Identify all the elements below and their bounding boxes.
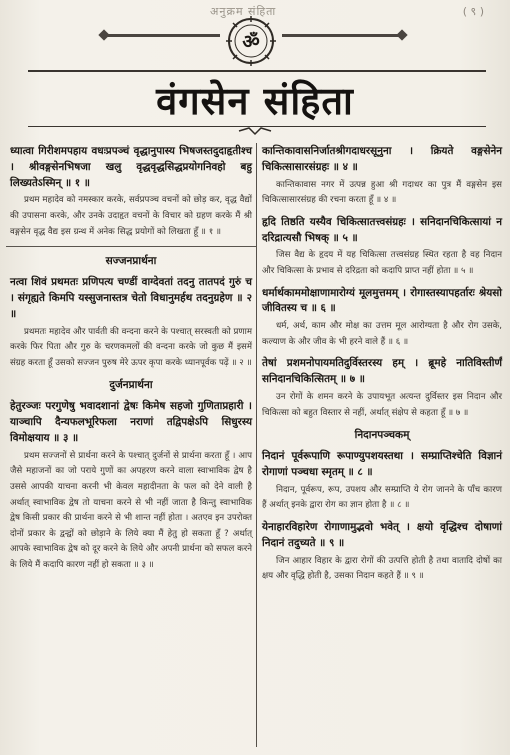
section-heading-sajjan: सज्जनप्रार्थना bbox=[105, 255, 157, 268]
om-glyph: ॐ bbox=[242, 31, 260, 53]
title-rule-top bbox=[28, 70, 486, 72]
commentary-8: निदान, पूर्वरूप, रूप, उपशय और सम्प्राप्ति ये रोग जानने के पाँच कारण हैं अर्थात् इनके द्वारा रोग का ज्ञान होता है ॥ ८ ॥ bbox=[262, 484, 502, 511]
section-heading-nidan: निदानपञ्चकम् bbox=[354, 429, 410, 442]
commentary-2: प्रथमतः महादेव और पार्वती की वन्दना करने के पश्चात् सरस्वती को प्रणाम करके फिर पिता और गुरु के चरणकमलों की वन्दना करके जो कुछ मैं इसमें संग्रह करता हूँ उसको सज्जन पुरुष मेरे ऊपर कृपा करके ध्यानपूर्वक पढ़ें ॥ २ ॥ bbox=[10, 326, 252, 368]
verse-6: धर्मार्थकाममोक्षाणामारोग्यं मूलमुत्तमम् । रोगास्तस्यापहर्तारः श्रेयसो जीवितस्य च ॥ ६ ॥ bbox=[262, 286, 502, 315]
commentary-9: जिन आहार विहार के द्वारा रोगों की उत्पत्ति होती है तथा वातादि दोषों का क्षय और वृद्धि होती है, उसका निदान कहते हैं ॥ ९ ॥ bbox=[262, 555, 502, 582]
page-title: वंगसेन संहिता bbox=[156, 78, 354, 123]
verse-1: ध्यात्वा गिरीशमपहाय वधःप्रपञ्चं वृद्धानुपास्य भिषजस्तदुदाहृतीश्च । श्रीवङ्गसेनभिषजा खलु वृद्धवृद्धसिद्धप्रयोगनिवहो बहु लिख्यतेऽस्मिन् ॥ १ ॥ bbox=[10, 145, 252, 189]
commentary-3: प्रथम सज्जनों से प्रार्थना करने के पश्चात् दुर्जनों से प्रार्थना करता हूँ । आप जैसे महाजनों का जो पराये गुणों का अपहरण करने वाला स्वाभाविक द्वेष है उससे आपकी याचना करनी भी केवल महादीनता के फल को देने वाली है अर्थात् स्वाभाविक द्वेष तो याचना करने से भी नहीं जाता है किन्तु स्वाभाविक द्वेष किसी प्रकार की प्रार्थना करने से भी शान्त नहीं होता । अतएव इन उपरोक्त दोनों प्रकार के द्वन्द्वों को छोड़ाने के लिये क्या मैं हेतु हो सकता हूँ ? अर्थात् आपके स्वाभाविक द्वेष को दूर करने के लिये और अपनी प्रार्थना को सफल करने के लिये मैं कदापि कारण नहीं हो सकता ॥ ३ ॥ bbox=[10, 450, 252, 570]
verse-7: तेषां प्रशमनोपायमतिदुर्विस्तरस्य हम् । ब्रूमहे नातिविस्तीर्णं सनिदानचिकित्सितम् ॥ ७ ॥ bbox=[262, 357, 502, 386]
section-rule bbox=[6, 246, 256, 247]
commentary-6: धर्म, अर्थ, काम और मोक्ष का उत्तम मूल आरोग्यता है और रोग उसके, कल्याण के और जीव के भी हरने वाले हैं ॥ ६ ॥ bbox=[262, 321, 502, 347]
right-column bbox=[262, 144, 502, 591]
commentary-5: जिस वैद्य के हृदय में यह चिकित्सा तत्त्वसंग्रह स्थित रहता है वह निदान और चिकित्सा के प्रभाव से दरिद्रता को कदापि प्राप्त नहीं होता ॥ ५ ॥ bbox=[262, 250, 502, 276]
verse-3: हेतुरञ्जः परगुणेषु भवादशानां द्वेषः किमेष सहजो गुणिताप्रहारी । याञ्चापि दैन्यफलभूरिफला नराणां तद्विपक्षेऽपि सिधुरस्य विमोक्षयाय ॥ ३ ॥ bbox=[10, 400, 252, 444]
left-column bbox=[10, 144, 252, 579]
verse-2: नत्वा शिवं प्रथमतः प्रणिपत्य चण्डीं वाग्देवतां तदनु तातपदं गुरुं च । संगृह्यते किमपि यस्सुजनास्तत्र चेतो विधानुमर्हथ तदनुग्रहेण ॥ २ ॥ bbox=[10, 276, 252, 320]
header-ornament-dot bbox=[98, 29, 109, 40]
page-number: ( ९ ) bbox=[462, 5, 484, 18]
verse-8: निदानं पूर्वरूपाणि रूपाण्युपशयस्तथा । सम्प्राप्तिश्चेति विज्ञानं रोगाणां पञ्चधा स्मृतम् ॥ ८ ॥ bbox=[262, 450, 502, 478]
om-emblem-icon bbox=[226, 16, 276, 66]
header-ornament-right bbox=[282, 34, 402, 37]
commentary-4: कान्तिकावास नगर में उत्पन्न हुआ श्री गदाधर का पुत्र मैं वङ्गसेन इस चिकित्सासारसंग्रह की रचना करता हूँ ॥ ४ ॥ bbox=[262, 179, 502, 206]
column-divider bbox=[256, 143, 257, 747]
section-heading-durjan: दुर्जनप्रार्थना bbox=[109, 379, 153, 392]
header-ornament-dot bbox=[396, 29, 407, 40]
verse-5: हृदि तिष्ठति यस्यैव चिकित्सातत्त्वसंग्रहः । सनिदानचिकित्सायां न दरिद्रात्यसौ भिषक् ॥ ५ ॥ bbox=[262, 215, 502, 244]
running-head: अनुक्रम संहिता bbox=[210, 5, 277, 18]
commentary-1: प्रथम महादेव को नमस्कार करके, सर्वप्रपञ्च वचनों को छोड़ कर, वृद्ध वैद्यों की उपासना करके, और उनके उदाहृत वचनों के विचार को ग्रहण करके मैं श्री वङ्गसेन वृद्ध वैद्य इस ग्रन्थ में अनेक सिद्ध प्रयोगों को लिखता हूँ ॥ १ ॥ bbox=[10, 195, 252, 237]
title-ornament-icon bbox=[237, 126, 273, 136]
verse-4: कान्तिकावासनिर्जातश्रीगदाधरसूनुना । क्रियते वङ्गसेनेन चिकित्सासारसंग्रहः ॥ ४ ॥ bbox=[262, 145, 502, 173]
commentary-7: उन रोगों के शमन करने के उपायभूत अत्यन्त दुर्विस्तर इस निदान और चिकित्सा को बहुत विस्तार से नहीं, अर्थात् संक्षेप से कहता हूँ ॥ ७ ॥ bbox=[262, 391, 502, 418]
verse-9: येनाहारविहारेण रोगाणामुद्भवो भवेत् । क्षयो वृद्धिश्च दोषाणां निदानं तदुच्यते ॥ ९ ॥ bbox=[262, 520, 502, 549]
header-ornament-left bbox=[104, 34, 220, 37]
